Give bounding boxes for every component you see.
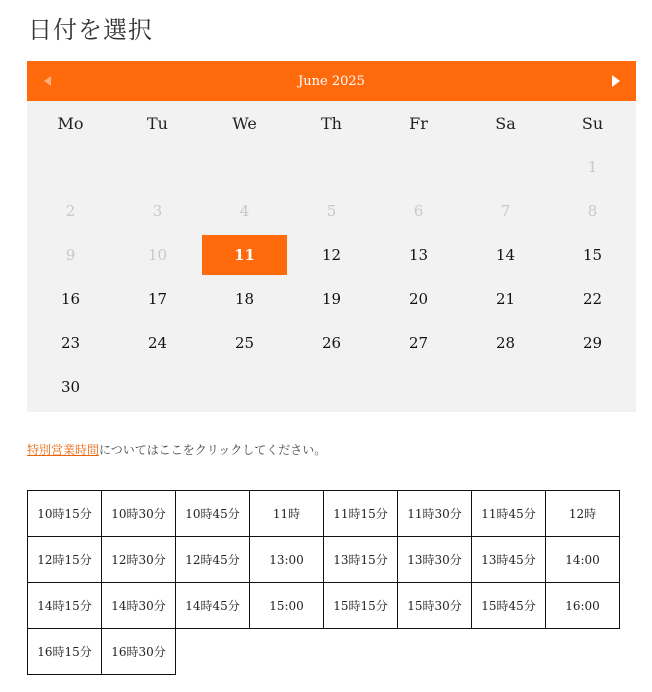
page-title: 日付を選択 (28, 16, 153, 44)
day-cell: 2 (65, 202, 76, 220)
day-cell[interactable]: 19 (321, 290, 342, 308)
time-slot-button[interactable]: 11時15分 (323, 490, 398, 537)
calendar-header (27, 61, 636, 101)
time-slot-button[interactable]: 11時30分 (397, 490, 472, 537)
time-slot-button[interactable]: 12時 (545, 490, 620, 537)
weekday-label: Su (581, 113, 604, 133)
time-slot-button[interactable]: 15時15分 (323, 582, 398, 629)
day-blank (201, 145, 288, 189)
time-slot-button[interactable]: 14時45分 (175, 582, 250, 629)
day-blank (114, 145, 201, 189)
chevron-right-icon (612, 75, 620, 87)
day-cell: 4 (239, 202, 250, 220)
day-cell[interactable]: 13 (408, 246, 429, 264)
time-slot-grid (27, 490, 619, 674)
time-slot-button[interactable]: 13:00 (249, 536, 324, 583)
weekday-label: Sa (495, 113, 516, 133)
day-cell[interactable]: 30 (60, 378, 81, 396)
time-slot-button[interactable]: 15時30分 (397, 582, 472, 629)
day-cell: 8 (587, 202, 598, 220)
month-label: June 2025 (298, 73, 365, 89)
day-cell: 1 (587, 158, 598, 176)
day-blank (375, 145, 462, 189)
time-slot-button[interactable]: 14:00 (545, 536, 620, 583)
day-cell[interactable]: 29 (582, 334, 603, 352)
day-cell[interactable]: 26 (321, 334, 342, 352)
time-slot-button[interactable]: 13時45分 (471, 536, 546, 583)
time-slot-button[interactable]: 16時30分 (101, 628, 176, 675)
day-cell[interactable]: 20 (408, 290, 429, 308)
day-cell[interactable]: 16 (60, 290, 81, 308)
day-cell: 6 (413, 202, 424, 220)
prev-month-button[interactable] (27, 61, 67, 101)
date-picker-calendar (27, 61, 636, 412)
time-slot-button[interactable]: 12時45分 (175, 536, 250, 583)
day-cell[interactable]: 25 (234, 334, 255, 352)
time-slot-button[interactable]: 15時45分 (471, 582, 546, 629)
time-slot-button[interactable]: 11時 (249, 490, 324, 537)
weekday-label: Th (321, 113, 342, 133)
special-hours-link[interactable]: 特別営業時間 (27, 443, 100, 457)
special-hours-note (27, 441, 326, 458)
day-cell[interactable]: 12 (321, 246, 342, 264)
day-grid (27, 145, 636, 409)
day-cell[interactable]: 24 (147, 334, 168, 352)
day-cell[interactable]: 18 (234, 290, 255, 308)
day-cell[interactable]: 27 (408, 334, 429, 352)
time-slot-button[interactable]: 14時30分 (101, 582, 176, 629)
time-slot-button[interactable]: 13時15分 (323, 536, 398, 583)
day-cell[interactable]: 28 (495, 334, 516, 352)
day-cell: 9 (65, 246, 76, 264)
day-cell[interactable]: 22 (582, 290, 603, 308)
time-slot-button[interactable]: 15:00 (249, 582, 324, 629)
time-slot-button[interactable]: 12時30分 (101, 536, 176, 583)
day-cell[interactable]: 15 (582, 246, 603, 264)
time-slot-button[interactable]: 12時15分 (27, 536, 102, 583)
weekday-label: Mo (57, 113, 84, 133)
day-cell[interactable]: 14 (495, 246, 516, 264)
time-slot-button[interactable]: 10時30分 (101, 490, 176, 537)
weekday-row (27, 101, 636, 145)
day-cell: 5 (326, 202, 337, 220)
day-blank (288, 145, 375, 189)
time-slot-button[interactable]: 16:00 (545, 582, 620, 629)
day-cell[interactable]: 17 (147, 290, 168, 308)
day-cell[interactable]: 21 (495, 290, 516, 308)
day-blank (462, 145, 549, 189)
chevron-left-icon (44, 76, 51, 86)
day-cell-selected[interactable]: 11 (202, 235, 287, 275)
weekday-label: Tu (147, 113, 168, 133)
time-slot-button[interactable]: 11時45分 (471, 490, 546, 537)
weekday-label: We (232, 113, 257, 133)
day-cell[interactable]: 23 (60, 334, 81, 352)
time-slot-button[interactable]: 14時15分 (27, 582, 102, 629)
next-month-button[interactable] (596, 61, 636, 101)
note-text: についてはここをクリックしてください。 (99, 443, 327, 457)
time-slot-button[interactable]: 16時15分 (27, 628, 102, 675)
day-cell: 7 (500, 202, 511, 220)
day-cell: 3 (152, 202, 163, 220)
day-blank (27, 145, 114, 189)
time-slot-button[interactable]: 10時45分 (175, 490, 250, 537)
time-slot-button[interactable]: 13時30分 (397, 536, 472, 583)
day-cell: 10 (147, 246, 168, 264)
weekday-label: Fr (409, 113, 428, 133)
time-slot-button[interactable]: 10時15分 (27, 490, 102, 537)
